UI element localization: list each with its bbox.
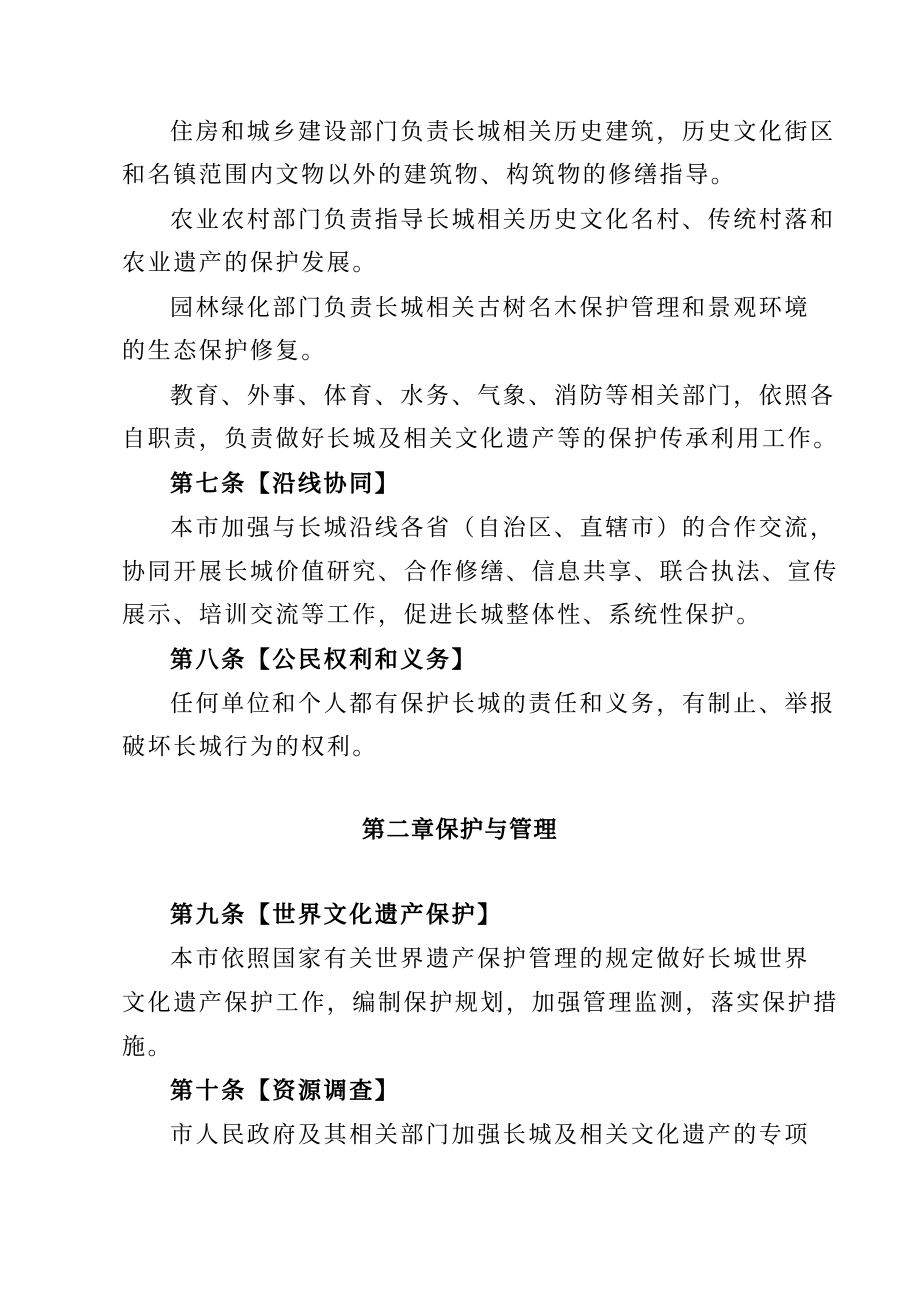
chapter-title: 第二章保护与管理	[362, 816, 558, 843]
paragraph-line: 农业农村部门负责指导长城相关历史文化名村、传统村落和	[170, 207, 836, 233]
article-heading: 第七条【沿线协同】	[170, 470, 401, 497]
paragraph-line: 施。	[122, 1034, 174, 1060]
paragraph-line: 农业遗产的保护发展。	[122, 250, 378, 276]
paragraph-line: 本市依照国家有关世界遗产保护管理的规定做好长城世界	[170, 946, 810, 972]
paragraph-line: 展示、培训交流等工作，促进长城整体性、系统性保护。	[122, 602, 762, 628]
paragraph-line: 自职责，负责做好长城及相关文化遗产等的保护传承利用工作。	[122, 426, 839, 452]
article-heading: 第九条【世界文化遗产保护】	[170, 901, 503, 928]
paragraph-line: 本市加强与长城沿线各省（自治区、直辖市）的合作交流，	[170, 515, 836, 541]
paragraph-line: 市人民政府及其相关部门加强长城及相关文化遗产的专项	[170, 1122, 810, 1148]
article-heading: 第八条【公民权利和义务】	[170, 646, 478, 673]
paragraph-line: 的生态保护修复。	[122, 338, 327, 364]
paragraph-line: 协同开展长城价值研究、合作修缮、信息共享、联合执法、宣传	[122, 559, 839, 585]
paragraph-line: 教育、外事、体育、水务、气象、消防等相关部门，依照各	[170, 383, 836, 409]
article-heading: 第十条【资源调查】	[170, 1077, 401, 1104]
paragraph-line: 住房和城乡建设部门负责长城相关历史建筑，历史文化街区	[170, 119, 836, 145]
paragraph-line: 文化遗产保护工作，编制保护规划，加强管理监测，落实保护措	[122, 990, 839, 1016]
paragraph-line: 和名镇范围内文物以外的建筑物、构筑物的修缮指导。	[122, 162, 737, 188]
paragraph-line: 破坏长城行为的权利。	[122, 734, 378, 760]
paragraph-line: 园林绿化部门负责长城相关古树名木保护管理和景观环境	[170, 295, 810, 321]
paragraph-line: 任何单位和个人都有保护长城的责任和义务，有制止、举报	[170, 691, 836, 717]
